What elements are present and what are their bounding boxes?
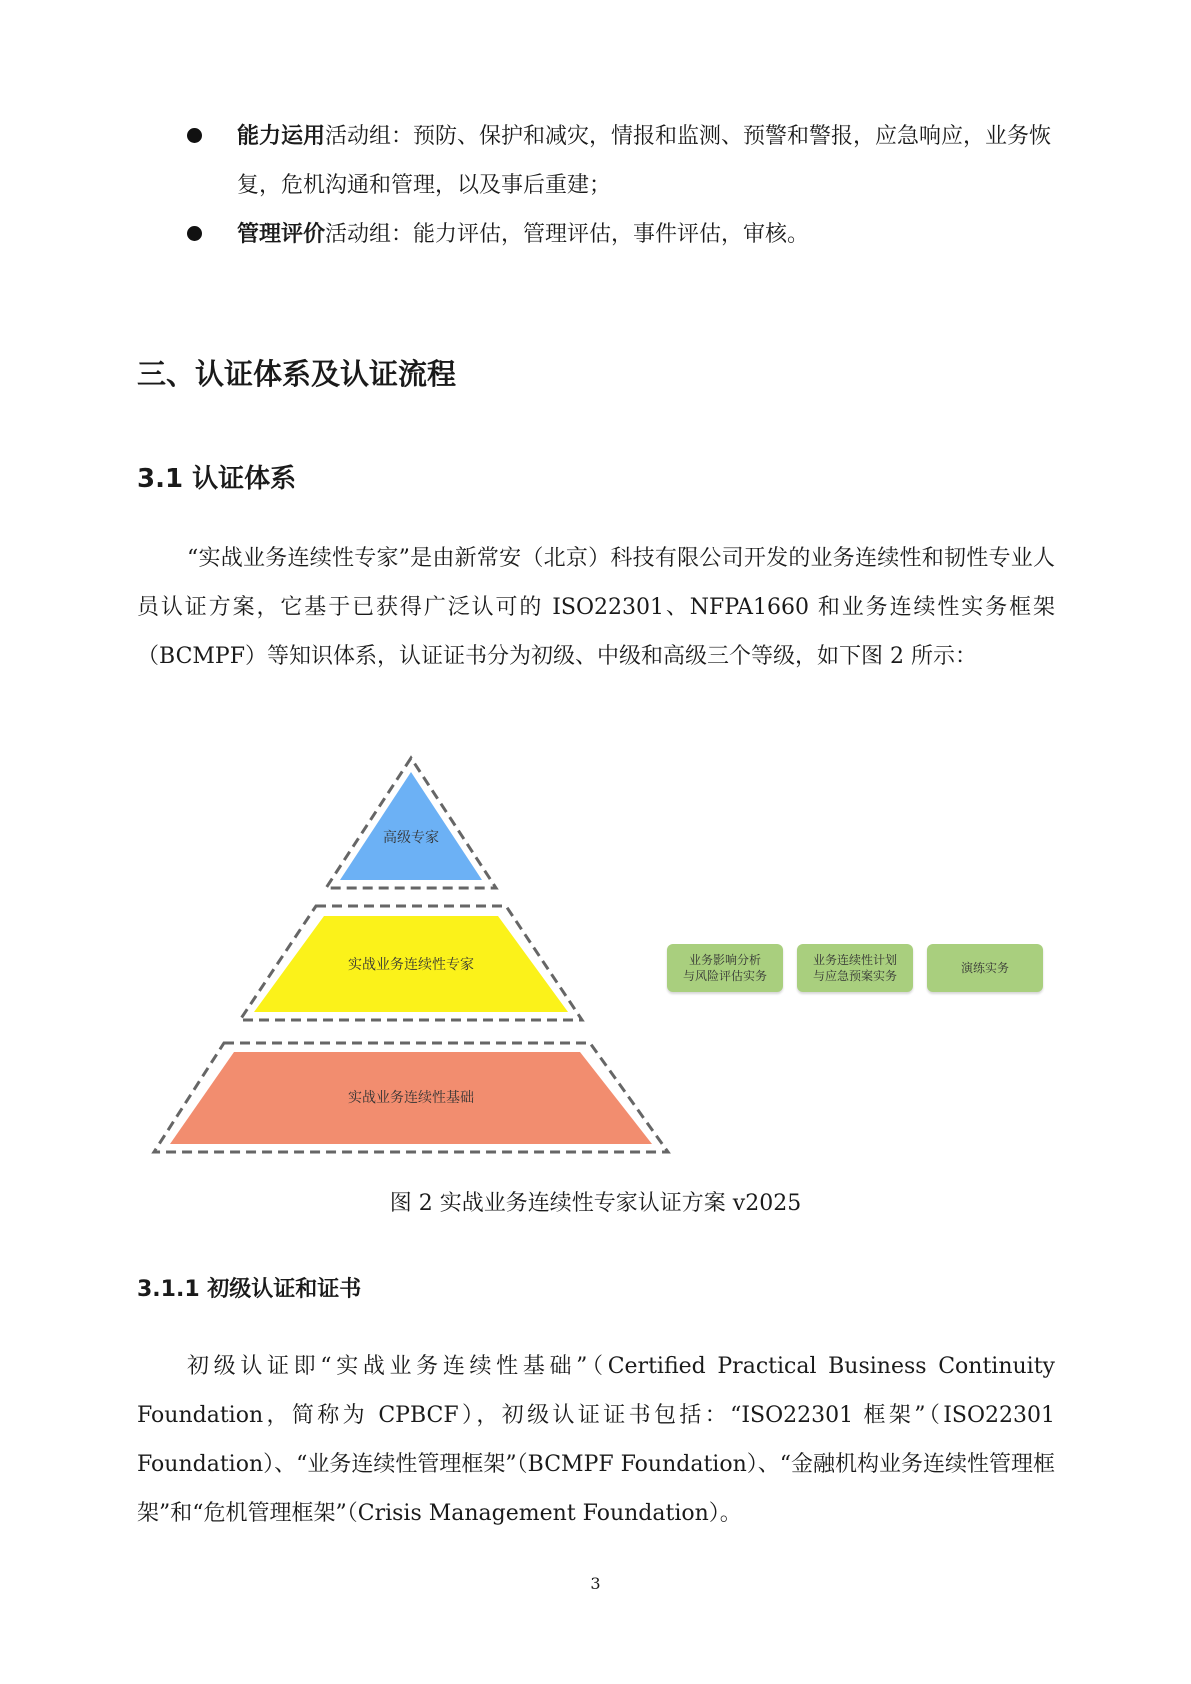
pyramid-top-tier xyxy=(340,772,482,880)
pyramid-middle-label: 实战业务连续性专家 xyxy=(348,957,474,973)
module-box-exercise xyxy=(927,944,1043,992)
module-box-bcp xyxy=(797,944,913,992)
bullet-text: 活动组：预防、保护和减灾，情报和监测、预警和警报，应急响应，业务恢复，危机沟通和管理，以及事后重建； xyxy=(237,124,1052,198)
page-number: 3 xyxy=(590,1574,601,1593)
bullet-text: 活动组：能力评估，管理评估，事件评估，审核。 xyxy=(325,222,810,247)
bullet-bold-term: 能力运用 xyxy=(237,124,326,149)
module-box-bia xyxy=(667,944,783,992)
pyramid-bottom-label: 实战业务连续性基础 xyxy=(348,1090,474,1106)
module-box-line: 业务影响分析 xyxy=(688,953,761,967)
bullet-bold-term: 管理评价 xyxy=(237,222,326,247)
subsection-title: 3.1 认证体系 xyxy=(137,464,297,494)
paragraph-foundation: 初级认证即“实战业务连续性基础”（Certified Practical Business Continuity Foundation，简称为 CPBCF），初级认证证书包括：“ISO22301 框架”（ISO22301 Foundation）、“业务连续性管理框架”（BCMPF Foundation）、“金融机构业务连续性管理框架”和“危机管理框架”（Crisis Management Foundation）。 xyxy=(137,1354,1056,1526)
paragraph-intro: “实战业务连续性专家”是由新常安（北京）科技有限公司开发的业务连续性和韧性专业人员认证方案，它基于已获得广泛认可的 ISO22301、NFPA1660 和业务连续性实务框架（BCMPF）等知识体系，认证证书分为初级、中级和高级三个等级，如下图 2 所示： xyxy=(137,546,1055,669)
module-box-line: 与应急预案实务 xyxy=(812,969,897,983)
module-box-line: 演练实务 xyxy=(960,961,1009,975)
module-box-line: 与风险评估实务 xyxy=(682,969,767,983)
subsubsection-title: 3.1.1 初级认证和证书 xyxy=(137,1277,362,1302)
section-title: 三、认证体系及认证流程 xyxy=(137,357,457,391)
module-box-line: 业务连续性计划 xyxy=(812,953,897,967)
figure-caption: 图 2 实战业务连续性专家认证方案 v2025 xyxy=(389,1191,802,1216)
pyramid-top-label: 高级专家 xyxy=(383,830,439,846)
